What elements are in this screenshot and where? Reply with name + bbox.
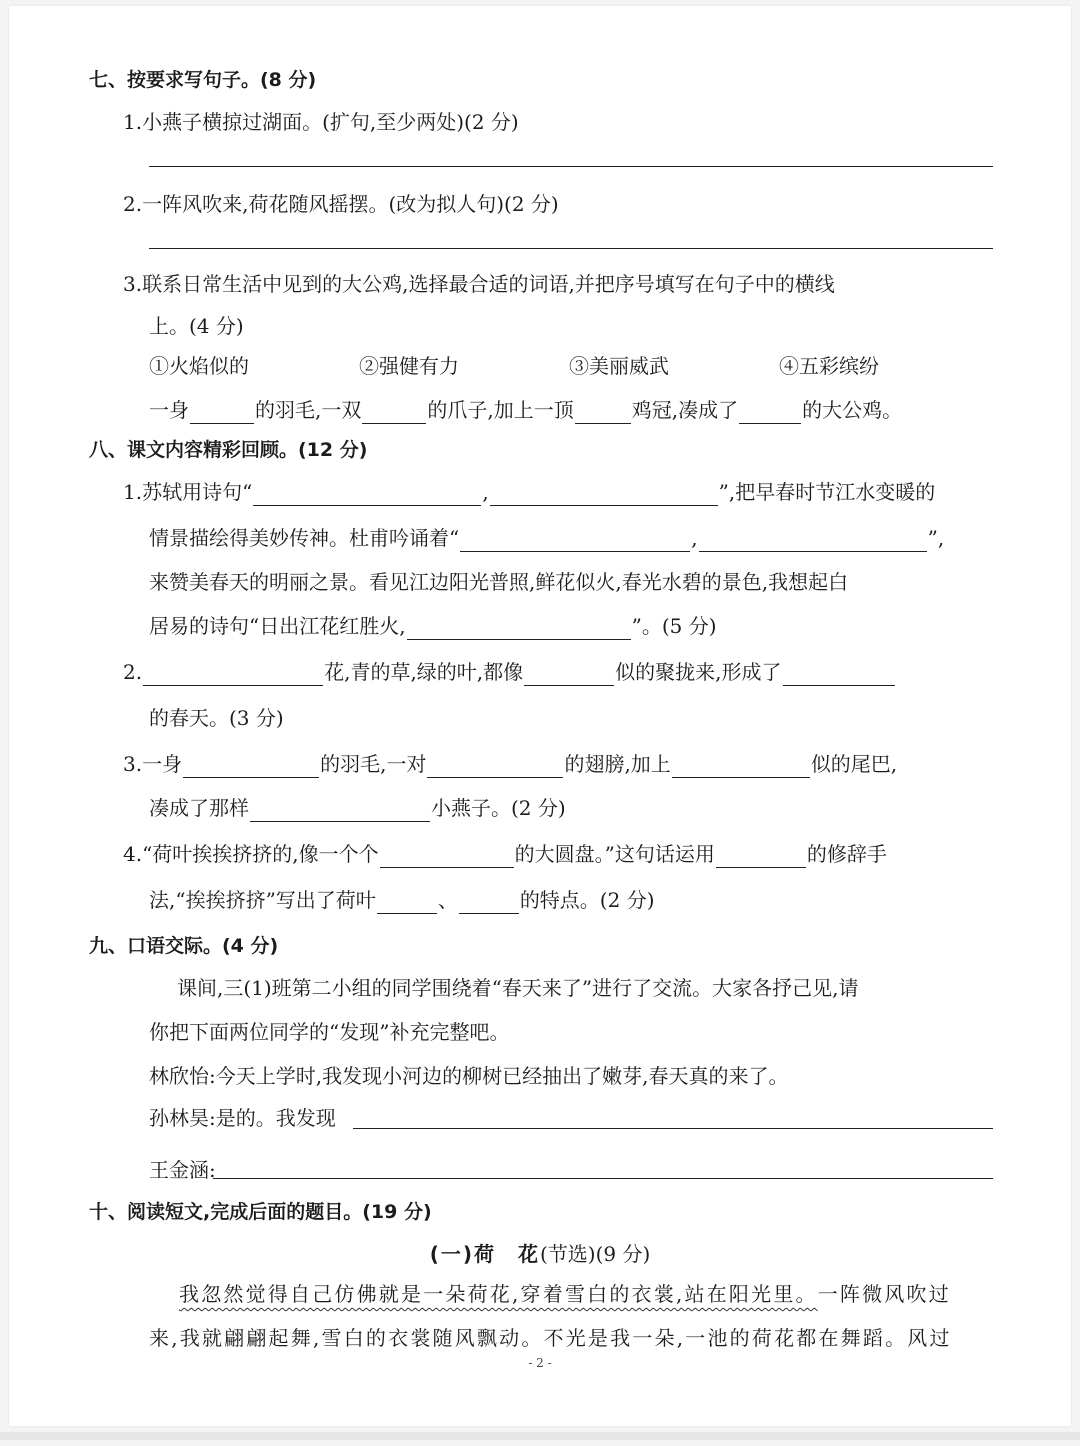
- q8-4-line2: [149, 886, 655, 914]
- passage-title-main: (一)荷 花: [429, 1242, 540, 1266]
- section-7-title: 七、按要求写句子。(8 分): [89, 69, 317, 91]
- q7-1-prompt: 1.小燕子横掠过湖面。(扩句,至少两处)(2 分): [123, 110, 519, 134]
- text: 花,青的草,绿的叶,都像: [324, 660, 524, 684]
- text: 的修辞手: [806, 842, 887, 866]
- page-number: - 2 -: [528, 1356, 552, 1370]
- sun-linhao-answer-line[interactable]: [353, 1128, 993, 1129]
- text: 似的聚拢来,形成了: [615, 660, 782, 684]
- blank[interactable]: [377, 891, 437, 914]
- text: 凑成了那样: [149, 796, 249, 820]
- wang-jinhan-answer-line[interactable]: [213, 1178, 993, 1179]
- q7-2-prompt: 2.一阵风吹来,荷花随风摇摆。(改为拟人句)(2 分): [123, 192, 559, 216]
- text: 2.: [123, 660, 143, 684]
- blank[interactable]: [183, 755, 319, 778]
- passage-line-2: 来,我就翩翩起舞,雪白的衣裳随风飘动。不光是我一朵,一池的荷花都在舞蹈。风过: [149, 1326, 952, 1350]
- blank[interactable]: [699, 529, 927, 552]
- text: ”。(5 分): [631, 614, 717, 638]
- q7-3-prompt-line2: 上。(4 分): [149, 314, 244, 338]
- text: 法,“挨挨挤挤”写出了荷叶: [149, 888, 376, 912]
- text: ”,: [927, 526, 945, 550]
- section-8-title: 八、课文内容精彩回顾。(12 分): [89, 439, 368, 461]
- q7-1-answer-line[interactable]: [149, 166, 993, 167]
- blank[interactable]: [490, 483, 718, 506]
- q8-1-line1: [123, 478, 935, 506]
- fill-text: 鸡冠,凑成了: [631, 398, 739, 422]
- text: 3.一身: [123, 752, 183, 776]
- text: 的特点。(2 分): [519, 888, 655, 912]
- blank[interactable]: [739, 401, 801, 424]
- blank[interactable]: [253, 483, 481, 506]
- blank[interactable]: [362, 401, 426, 424]
- section-9-paragraph-2: 你把下面两位同学的“发现”补充完整吧。: [149, 1020, 510, 1044]
- q8-4-line1: [123, 840, 887, 868]
- blank[interactable]: [427, 755, 563, 778]
- blank[interactable]: [459, 891, 519, 914]
- blank[interactable]: [143, 663, 323, 686]
- q8-3-line1: [123, 750, 897, 778]
- q8-1-line4: [149, 612, 717, 640]
- blank[interactable]: [783, 663, 895, 686]
- blank[interactable]: [250, 799, 430, 822]
- text: ,: [691, 526, 698, 550]
- blank[interactable]: [716, 845, 806, 868]
- text: 1.苏轼用诗句“: [123, 480, 253, 504]
- section-9-title: 九、口语交际。(4 分): [89, 935, 279, 957]
- text: 情景描绘得美妙传神。杜甫吟诵着“: [149, 526, 460, 550]
- q8-2-line2: 的春天。(3 分): [149, 706, 284, 730]
- text: ,: [482, 480, 489, 504]
- blank[interactable]: [460, 529, 690, 552]
- text: 小燕子。(2 分): [431, 796, 566, 820]
- exam-page: [9, 6, 1071, 1426]
- passage-title-note: (节选)(9 分): [539, 1242, 651, 1266]
- blank[interactable]: [380, 845, 514, 868]
- dialogue-lin-xinyi: 林欣怡:今天上学时,我发现小河边的柳树已经抽出了嫩芽,春天真的来了。: [149, 1064, 789, 1088]
- q8-1-line2: [149, 524, 944, 552]
- option-3: ③美丽威武: [569, 354, 669, 378]
- text: 、: [437, 888, 458, 912]
- blank[interactable]: [672, 755, 810, 778]
- passage-text: 一阵微风吹过: [817, 1282, 951, 1306]
- blank[interactable]: [575, 401, 631, 424]
- dialogue-wang-jinhan: 王金涵:: [149, 1158, 216, 1182]
- section-9-paragraph-1: 课间,三(1)班第二小组的同学围绕着“春天来了”进行了交流。大家各抒己见,请: [177, 976, 859, 1000]
- text: 的大圆盘。”这句话运用: [514, 842, 715, 866]
- option-4: ④五彩缤纷: [779, 354, 879, 378]
- dialogue-sun-linhao: 孙林昊:是的。我发现: [149, 1106, 336, 1130]
- fill-text: 的大公鸡。: [802, 398, 903, 422]
- blank[interactable]: [190, 401, 254, 424]
- q8-1-line3: 来赞美春天的明丽之景。看见江边阳光普照,鲜花似火,春光水碧的景色,我想起白: [149, 570, 849, 594]
- q8-3-line2: [149, 794, 566, 822]
- q7-2-answer-line[interactable]: [149, 248, 993, 249]
- option-1: ①火焰似的: [149, 354, 249, 378]
- text: 的翅膀,加上: [564, 752, 671, 776]
- blank[interactable]: [524, 663, 614, 686]
- fill-text: 一身: [149, 398, 189, 422]
- section-10-title: 十、阅读短文,完成后面的题目。(19 分): [89, 1201, 432, 1223]
- option-2: ②强健有力: [359, 354, 459, 378]
- q8-2-line1: [123, 658, 896, 686]
- blank[interactable]: [407, 617, 631, 640]
- text: 的羽毛,一对: [320, 752, 427, 776]
- text: 居易的诗句“日出江花红胜火,: [149, 614, 406, 638]
- bottom-edge: [0, 1432, 1080, 1440]
- text: 似的尾巴,: [810, 752, 898, 776]
- fill-text: 的羽毛,一双: [255, 398, 362, 422]
- passage-title: [9, 1240, 1071, 1268]
- passage-line-1: [179, 1280, 951, 1308]
- q7-3-fill-sentence: [149, 396, 902, 424]
- underlined-sentence: 我忽然觉得自己仿佛就是一朵荷花,穿着雪白的衣裳,站在阳光里。: [179, 1282, 818, 1306]
- q7-3-prompt-line1: 3.联系日常生活中见到的大公鸡,选择最合适的词语,并把序号填写在句子中的横线: [123, 272, 835, 296]
- text: ”,把早春时节江水变暖的: [718, 480, 936, 504]
- text: 4.“荷叶挨挨挤挤的,像一个个: [123, 842, 379, 866]
- fill-text: 的爪子,加上一顶: [427, 398, 574, 422]
